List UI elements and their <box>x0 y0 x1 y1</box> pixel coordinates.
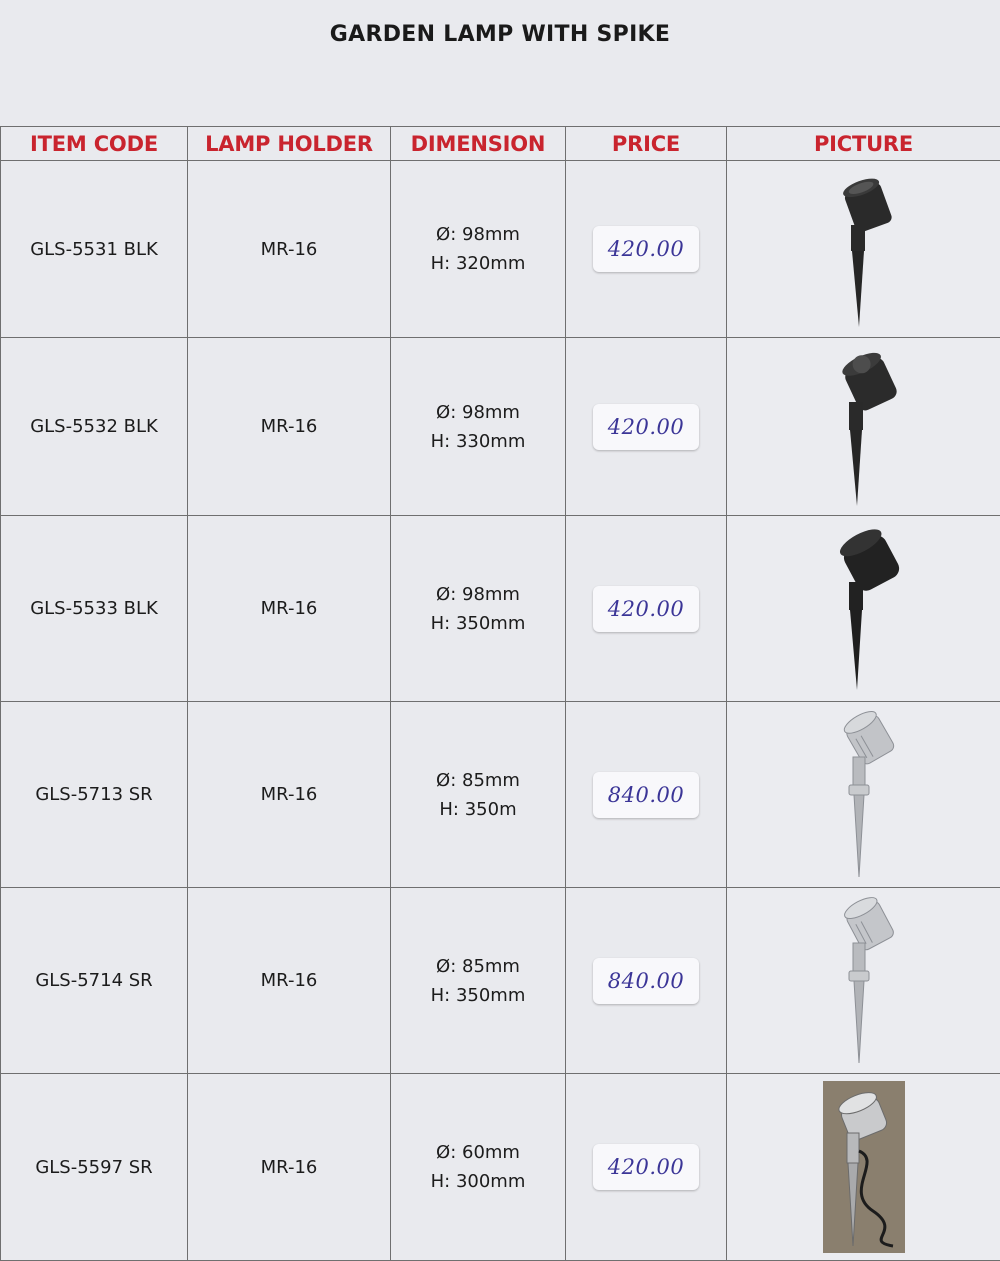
table-header-row <box>1 127 1000 161</box>
picture-cell <box>727 1074 1000 1261</box>
dimension-cell <box>391 702 566 888</box>
silver-garden-spike-lamp-icon <box>819 707 909 882</box>
black-garden-spike-lamp-icon <box>819 344 909 509</box>
black-garden-spike-lamp-icon <box>819 167 909 332</box>
table-row <box>1 338 1000 516</box>
picture-cell <box>727 702 1000 888</box>
item-code-cell: GLS-5533 BLK <box>1 516 188 702</box>
price-label: 420.00 <box>593 404 699 450</box>
item-code-cell: GLS-5713 SR <box>1 702 188 888</box>
price-cell <box>566 161 727 338</box>
black-garden-spike-lamp-icon <box>819 524 909 694</box>
header-picture: PICTURE <box>727 127 1000 161</box>
table-row <box>1 516 1000 702</box>
lamp-holder-cell: MR-16 <box>188 888 391 1074</box>
height-value: H: 330mm <box>430 430 526 452</box>
height-value: H: 350mm <box>430 984 526 1006</box>
item-code-cell: GLS-5714 SR <box>1 888 188 1074</box>
dimension-cell <box>391 338 566 516</box>
table-row <box>1 161 1000 338</box>
diameter-value: Ø: 98mm <box>436 401 520 423</box>
price-label: 840.00 <box>593 772 699 818</box>
height-value: H: 350mm <box>430 612 526 634</box>
lamp-holder-cell: MR-16 <box>188 161 391 338</box>
price-cell <box>566 702 727 888</box>
price-label: 420.00 <box>593 586 699 632</box>
table-row <box>1 702 1000 888</box>
picture-cell <box>727 888 1000 1074</box>
picture-cell <box>727 338 1000 516</box>
picture-cell <box>727 516 1000 702</box>
item-code-cell: GLS-5531 BLK <box>1 161 188 338</box>
diameter-value: Ø: 98mm <box>436 583 520 605</box>
lamp-holder-cell: MR-16 <box>188 338 391 516</box>
picture-cell <box>727 161 1000 338</box>
item-code-cell: GLS-5532 BLK <box>1 338 188 516</box>
table-row <box>1 1074 1000 1261</box>
height-value: H: 320mm <box>430 253 526 274</box>
price-cell <box>566 516 727 702</box>
height-value: H: 350m <box>439 798 517 820</box>
header-item-code: ITEM CODE <box>1 127 188 161</box>
lamp-holder-cell: MR-16 <box>188 516 391 702</box>
diameter-value: Ø: 85mm <box>436 769 520 791</box>
item-code-cell: GLS-5597 SR <box>1 1074 188 1261</box>
price-label: 840.00 <box>593 958 699 1004</box>
height-value: H: 300mm <box>430 1171 526 1192</box>
lamp-holder-cell: MR-16 <box>188 1074 391 1261</box>
silver-garden-spike-lamp-photo-icon <box>823 1081 905 1253</box>
silver-garden-spike-lamp-icon <box>819 893 909 1068</box>
price-table <box>0 126 1000 1261</box>
diameter-value: Ø: 98mm <box>436 224 520 245</box>
header-price: PRICE <box>566 127 727 161</box>
dimension-cell <box>391 161 566 338</box>
lamp-holder-cell: MR-16 <box>188 702 391 888</box>
price-label: 420.00 <box>593 1144 699 1190</box>
price-cell <box>566 888 727 1074</box>
price-cell <box>566 1074 727 1261</box>
price-label: 420.00 <box>593 226 699 272</box>
dimension-cell <box>391 1074 566 1261</box>
diameter-value: Ø: 85mm <box>436 955 520 977</box>
dimension-cell <box>391 888 566 1074</box>
dimension-cell <box>391 516 566 702</box>
price-cell <box>566 338 727 516</box>
page-title: GARDEN LAMP WITH SPIKE <box>329 22 671 47</box>
diameter-value: Ø: 60mm <box>436 1142 520 1163</box>
table-row <box>1 888 1000 1074</box>
header-lamp-holder: LAMP HOLDER <box>188 127 391 161</box>
header-dimension: DIMENSION <box>391 127 566 161</box>
